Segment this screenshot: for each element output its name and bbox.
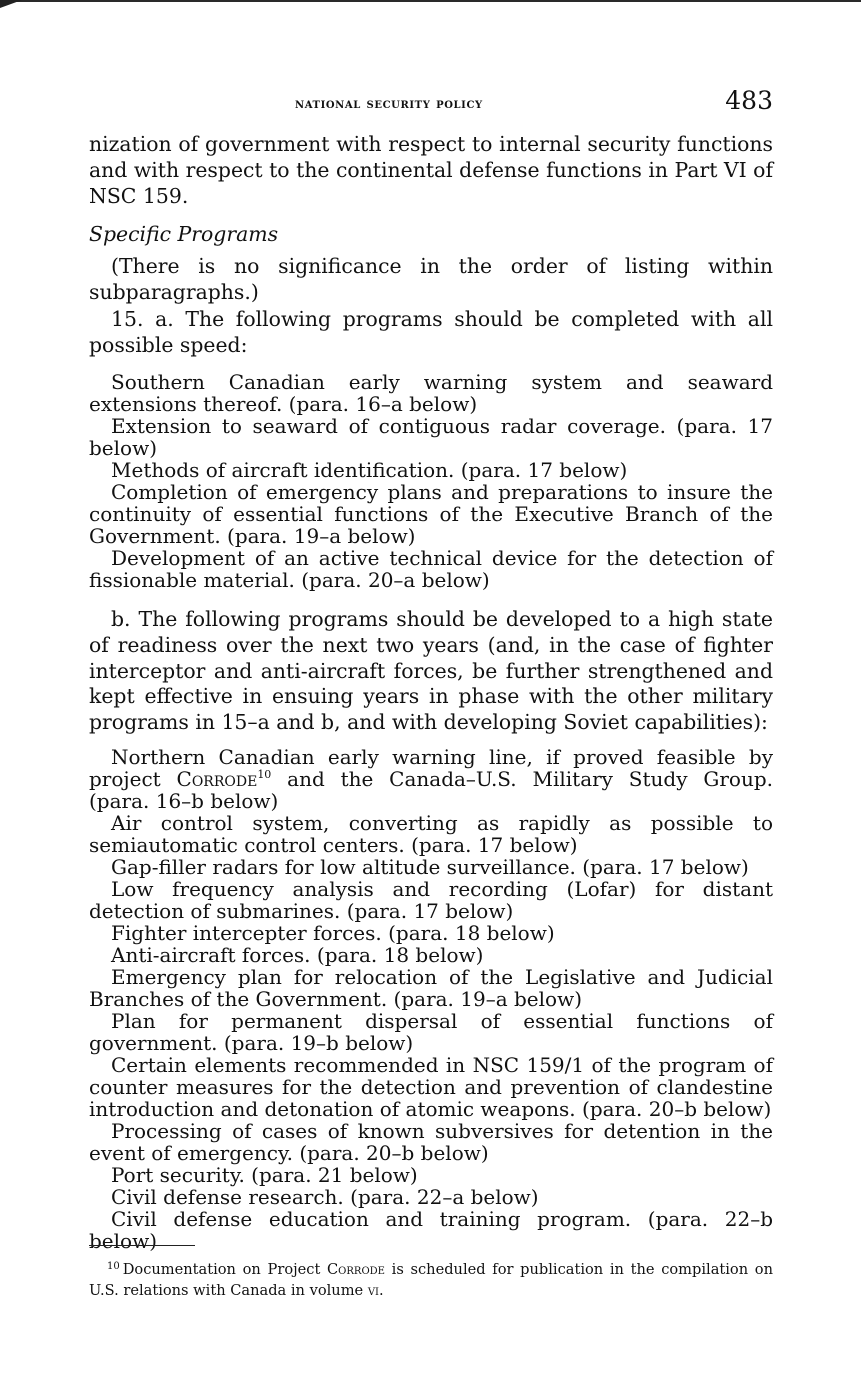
list-b (89, 746, 773, 1252)
intro-paragraph-block (89, 132, 773, 209)
list-item-northern-line (89, 746, 773, 812)
note-paragraph-block (89, 254, 773, 306)
list-item: Civil defense education and training program. (para. 22–b below) (89, 1207, 773, 1253)
footnote-project-name: Corrode (327, 1261, 385, 1278)
footnote-text: Documentation on Project (122, 1261, 328, 1278)
list-item: Gap-filler radars for low altitude surveillance. (para. 17 below) (111, 855, 749, 879)
footnote-volume: vi. (367, 1282, 384, 1299)
list-item-text: and the Canada–U.S. Military Study Group. (para. 16–b below) (89, 767, 773, 813)
list-item-text: Northern Canadian early warning line, if proved feasible by project (89, 745, 773, 791)
list-item: Air control system, converting as rapidly as possible to semiautomatic control centers. (para. 17 below) (89, 811, 773, 857)
list-item: Processing of cases of known subversives for detention in the event of emergency. (para. 20–b below) (89, 1119, 773, 1165)
list-item: Certain elements recommended in NSC 159/1 of the program of counter measures for the detection and prevention of clandestine introduction and detonation of atomic weapons. (para. 20–b below) (89, 1053, 773, 1121)
page-number: 483 (725, 86, 773, 115)
footnote-marker: 10 (107, 1261, 120, 1272)
para-15b: b. The following programs should be developed to a high state of readiness over the next two years (and, in the case of fighter interceptor and anti-aircraft forces, be further strengthened and kept effective in ensuing years in phase with the other military programs in 15–a and b, and with developing Soviet capabilities): (89, 607, 773, 735)
footnote-text: is scheduled for publication in the compilation on U.S. relations with Canada in volume (89, 1261, 773, 1299)
intro-paragraph: nization of government with respect to internal security functions and with respect to the continental defense functions in Part VI of NSC 159. (89, 132, 773, 208)
list-item: Extension to seaward of contiguous radar coverage. (para. 17 below) (89, 414, 773, 460)
project-name: Corrode (176, 767, 258, 791)
list-item: Port security. (para. 21 below) (111, 1163, 418, 1187)
list-item: Civil defense research. (para. 22–a below) (111, 1185, 539, 1209)
list-item: Methods of aircraft identification. (para. 17 below) (111, 458, 628, 482)
list-item: Fighter intercepter forces. (para. 18 below) (111, 921, 555, 945)
para-15a: 15. a. The following programs should be completed with all possible speed: (89, 307, 773, 357)
scan-corner (0, 0, 22, 8)
list-a (89, 371, 773, 591)
note-paragraph: (There is no significance in the order of listing within subparagraphs.) (89, 254, 773, 304)
running-head (89, 86, 773, 116)
list-item: Low frequency analysis and recording (Lofar) for distant detection of submarines. (para. 17 below) (89, 877, 773, 923)
list-item: Emergency plan for relocation of the Legislative and Judicial Branches of the Government. (para. 19–a below) (89, 965, 773, 1011)
para-15a-block (89, 307, 773, 359)
running-title: national security policy (295, 95, 483, 112)
footnote-rule (89, 1245, 195, 1246)
section-heading-block (89, 222, 773, 246)
section-heading: Specific Programs (89, 222, 279, 246)
footnote (89, 1256, 773, 1301)
list-item: Anti-aircraft forces. (para. 18 below) (111, 943, 484, 967)
list-item: Plan for permanent dispersal of essential functions of government. (para. 19–b below) (89, 1009, 773, 1055)
list-item: Completion of emergency plans and preparations to insure the continuity of essential functions of the Executive Branch of the Government. (para. 19–a below) (89, 480, 773, 548)
list-item: Southern Canadian early warning system and seaward extensions thereof. (para. 16–a below) (89, 370, 773, 416)
footnote-reference: 10 (257, 768, 272, 781)
scan-border (0, 0, 861, 10)
list-item: Development of an active technical device for the detection of fissionable material. (para. 20–a below) (89, 546, 773, 592)
para-15b-block (89, 607, 773, 736)
